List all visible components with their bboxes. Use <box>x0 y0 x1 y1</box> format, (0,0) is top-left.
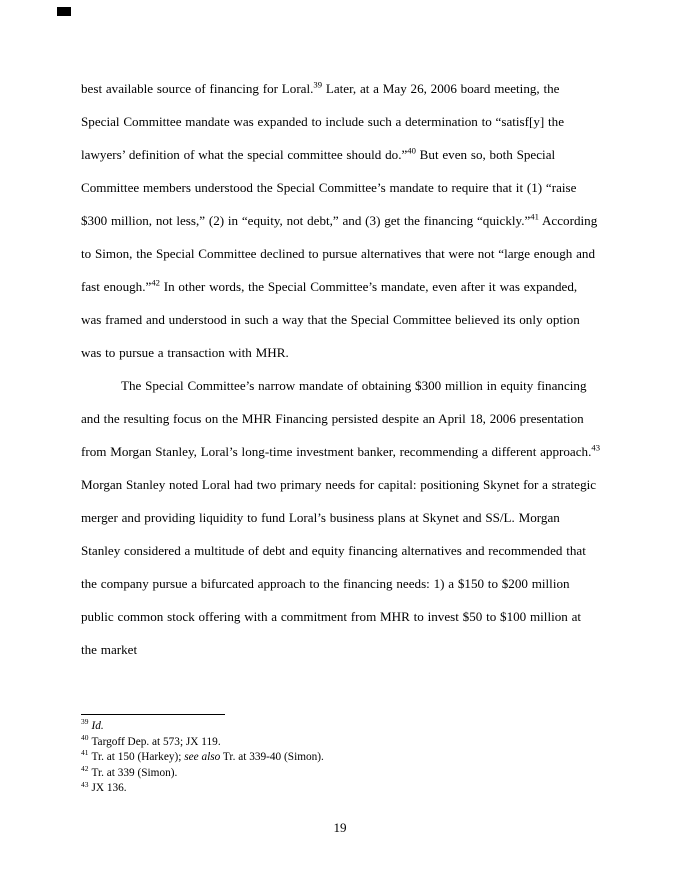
footnote-separator <box>81 714 225 715</box>
footnote-ref: 43 <box>591 442 600 453</box>
scan-artifact <box>57 7 71 16</box>
text-run: Tr. at 150 (Harkey); <box>91 751 185 764</box>
text-run: Targoff Dep. at 573; JX 119. <box>91 735 221 748</box>
footnote-number: 43 <box>81 779 89 789</box>
italic-text: Id. <box>91 720 104 732</box>
footnote-number: 40 <box>81 732 89 742</box>
footnote <box>81 750 600 766</box>
text-run: According to Simon, the Special Committee declined to pursue alternatives that were not “large enough and fast enough.” <box>81 213 598 294</box>
body-paragraph <box>81 72 600 369</box>
footnote-ref: 39 <box>313 79 323 90</box>
footnote-ref: 40 <box>407 145 416 156</box>
text-run: In other words, the Special Committee’s mandate, even after it was expanded, was framed and understood in such a way that the Special Committee believed its only option was to pursue a transaction with MHR. <box>81 279 580 360</box>
footnote <box>81 719 600 735</box>
footnote-ref: 41 <box>530 211 539 222</box>
footnote <box>81 781 600 797</box>
footnote-ref: 42 <box>151 277 160 288</box>
text-run: Tr. at 339 (Simon). <box>91 766 178 779</box>
text-run: best available source of financing for Loral. <box>81 81 314 96</box>
text-run: Morgan Stanley noted Loral had two primary needs for capital: positioning Skynet for a strategic merger and providing liquidity to fund Loral’s business plans at Skynet and SS/L. Morgan Stanley considered a multitude of debt and equity financing alternatives and recommended that the company pursue a bifurcated approach to the financing needs: 1) a $150 to $200 million public common stock offering with a commitment from MHR to invest $50 to $100 million at the market <box>81 477 597 657</box>
document-body <box>81 72 600 666</box>
page-number: 19 <box>333 820 347 835</box>
footnote <box>81 732 600 751</box>
text-run: Later, at a May 26, 2006 board meeting, the Special Committee mandate was expanded to include such a determination to “satisf[y] the lawyers’ definition of what the special committee should do.” <box>81 81 565 162</box>
italic-text: see also <box>184 751 221 764</box>
footnote-number: 39 <box>81 717 89 727</box>
text-run: But even so, both Special Committee members understood the Special Committee’s mandate to require that it (1) “raise $300 million, not less,” (2) in “equity, not debt,” and (3) get the financing “quickly.” <box>81 147 577 228</box>
footnotes-section <box>81 719 600 797</box>
text-run: JX 136. <box>91 782 127 795</box>
footnote <box>81 766 600 782</box>
footnote-number: 41 <box>81 748 89 758</box>
text-run: Tr. at 339-40 (Simon). <box>220 751 324 764</box>
text-run: The Special Committee’s narrow mandate of obtaining $300 million in equity financing and the resulting focus on the MHR Financing persisted despite an April 18, 2006 presentation from Morgan Stanley, Loral’s long-time investment banker, recommending a different approach. <box>81 378 592 459</box>
footnote-number: 42 <box>81 764 89 774</box>
body-paragraph <box>81 369 600 666</box>
